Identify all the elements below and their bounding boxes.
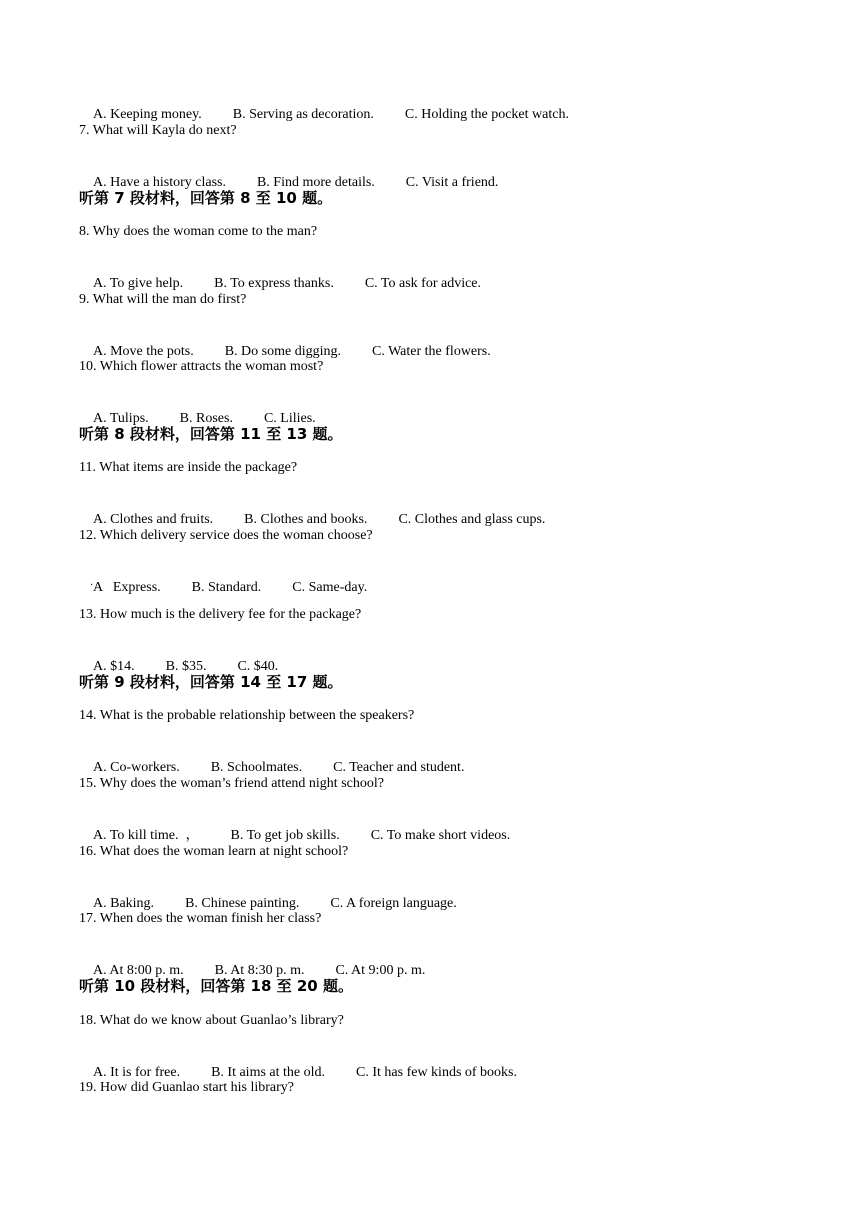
- option-b: B. Chinese painting.: [185, 896, 300, 911]
- section-heading-8: 听第 8 段材料，回答第 11 至 13 题。: [79, 425, 343, 443]
- question-16: 16. What does the woman learn at night school?: [79, 844, 349, 859]
- option-c: C. Water the flowers.: [372, 344, 491, 359]
- option-b: B. It aims at the old.: [211, 1065, 326, 1080]
- option-b: B. Do some digging.: [224, 344, 341, 359]
- option-c: C. $40.: [237, 659, 279, 674]
- option-c: C. Visit a friend.: [405, 175, 499, 190]
- option-b: B. Standard.: [191, 580, 262, 595]
- option-c: C. Holding the pocket watch.: [404, 107, 569, 122]
- option-a: A. $14.: [93, 659, 135, 674]
- option-a: A. Move the pots.: [93, 344, 194, 359]
- option-a: A. Keeping money.: [93, 107, 202, 122]
- option-b: B. To express thanks.: [214, 276, 334, 291]
- option-b: B. Roses.: [179, 411, 233, 426]
- option-b: B. Find more details.: [256, 175, 375, 190]
- option-a: A. Have a history class.: [93, 175, 226, 190]
- section-heading-7: 听第 7 段材料，回答第 8 至 10 题。: [79, 189, 333, 207]
- option-c: C. It has few kinds of books.: [356, 1065, 518, 1080]
- question-8: 8. Why does the woman come to the man?: [79, 224, 318, 239]
- option-b: B. To get job skills.: [230, 828, 340, 843]
- question-9: 9. What will the man do first?: [79, 292, 247, 307]
- question-18: 18. What do we know about Guanlao’s library?: [79, 1013, 344, 1028]
- option-b: B. Schoolmates.: [210, 760, 303, 775]
- option-b: B. Clothes and books.: [244, 512, 368, 527]
- question-11: 11. What items are inside the package?: [79, 460, 298, 475]
- question-19: 19. How did Guanlao start his library?: [79, 1080, 295, 1095]
- section-heading-9: 听第 9 段材料，回答第 14 至 17 题。: [79, 673, 343, 691]
- option-a: A. Tulips.: [93, 411, 149, 426]
- option-b: B. $35.: [165, 659, 207, 674]
- question-15: 15. Why does the woman’s friend attend night school?: [79, 776, 384, 791]
- option-a: A. Clothes and fruits.: [93, 512, 214, 527]
- question-13: 13. How much is the delivery fee for the package?: [79, 607, 362, 622]
- option-b: B. Serving as decoration.: [232, 107, 374, 122]
- option-c: C. To ask for advice.: [364, 276, 482, 291]
- stray-mark: ·: [90, 580, 94, 591]
- question-7: 7. What will Kayla do next?: [79, 123, 237, 138]
- option-a: A Express.: [93, 580, 161, 595]
- option-c: C. To make short videos.: [370, 828, 511, 843]
- option-a: A. At 8:00 p. m.: [93, 963, 184, 978]
- option-a: A. It is for free.: [93, 1065, 181, 1080]
- section-heading-10: 听第 10 段材料，回答第 18 至 20 题。: [79, 977, 353, 995]
- option-c: C. Lilies.: [263, 411, 316, 426]
- option-c: C. Same-day.: [292, 580, 368, 595]
- question-17: 17. When does the woman finish her class?: [79, 911, 322, 926]
- question-10: 10. Which flower attracts the woman most?: [79, 359, 324, 374]
- option-b: B. At 8:30 p. m.: [214, 963, 305, 978]
- option-c: C. Clothes and glass cups.: [398, 512, 546, 527]
- option-a: A. Co-workers.: [93, 760, 180, 775]
- option-a: A. To kill time. ，: [93, 828, 200, 843]
- option-c: C. At 9:00 p. m.: [335, 963, 426, 978]
- question-14: 14. What is the probable relationship between the speakers?: [79, 708, 415, 723]
- option-c: C. A foreign language.: [330, 896, 457, 911]
- question-12: 12. Which delivery service does the woman choose?: [79, 528, 373, 543]
- option-a: A. To give help.: [93, 276, 184, 291]
- option-c: C. Teacher and student.: [333, 760, 465, 775]
- option-a: A. Baking.: [93, 896, 155, 911]
